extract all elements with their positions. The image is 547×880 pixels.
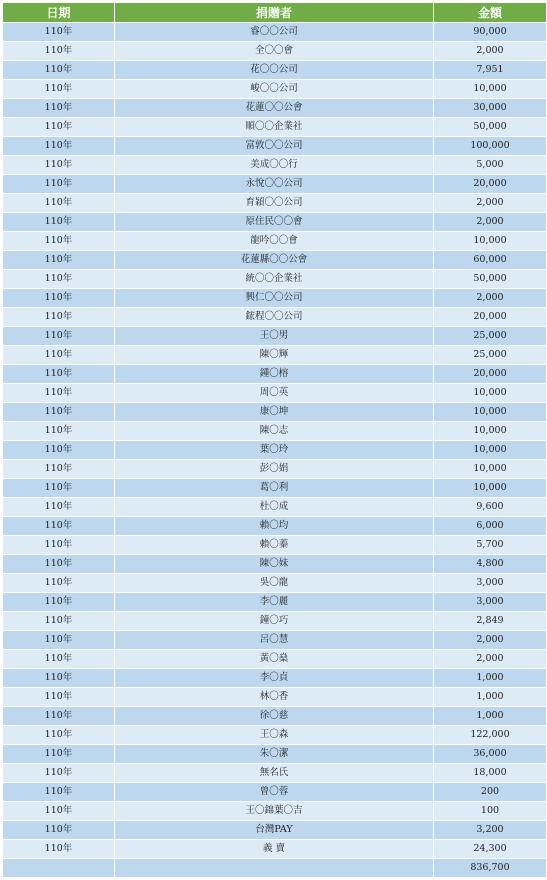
cell-date: 110年 xyxy=(3,99,115,118)
table-row xyxy=(3,80,547,99)
table-row xyxy=(3,99,547,118)
cell-amount: 2,000 xyxy=(434,631,547,650)
cell-amount: 24,300 xyxy=(434,840,547,859)
cell-donor: 葛〇利 xyxy=(115,479,434,498)
cell-donor: 全〇〇會 xyxy=(115,42,434,61)
cell-donor: 黃〇燊 xyxy=(115,650,434,669)
table-row xyxy=(3,479,547,498)
table-row xyxy=(3,441,547,460)
table-row xyxy=(3,23,547,42)
cell-date: 110年 xyxy=(3,156,115,175)
cell-donor: 周〇英 xyxy=(115,384,434,403)
cell-date: 110年 xyxy=(3,175,115,194)
table-row xyxy=(3,707,547,726)
table-row xyxy=(3,194,547,213)
cell-donor: 賴〇均 xyxy=(115,517,434,536)
cell-donor: 永悅〇〇公司 xyxy=(115,175,434,194)
cell-amount: 18,000 xyxy=(434,764,547,783)
cell-amount: 10,000 xyxy=(434,422,547,441)
cell-amount: 2,000 xyxy=(434,42,547,61)
cell-donor: 林〇香 xyxy=(115,688,434,707)
header-donor: 捐贈者 xyxy=(115,3,434,23)
cell-date: 110年 xyxy=(3,593,115,612)
table-row xyxy=(3,213,547,232)
table-row xyxy=(3,327,547,346)
header-date: 日期 xyxy=(3,3,115,23)
cell-date: 110年 xyxy=(3,650,115,669)
cell-date: 110年 xyxy=(3,707,115,726)
cell-amount: 7,951 xyxy=(434,61,547,80)
cell-amount: 36,000 xyxy=(434,745,547,764)
table-row xyxy=(3,308,547,327)
cell-amount: 25,000 xyxy=(434,346,547,365)
cell-date: 110年 xyxy=(3,232,115,251)
cell-date: 110年 xyxy=(3,270,115,289)
cell-donor: 興仁〇〇公司 xyxy=(115,289,434,308)
cell-date: 110年 xyxy=(3,441,115,460)
table-row xyxy=(3,42,547,61)
total-donor xyxy=(115,859,434,878)
cell-date: 110年 xyxy=(3,688,115,707)
table-row xyxy=(3,137,547,156)
cell-amount: 1,000 xyxy=(434,707,547,726)
table-row xyxy=(3,498,547,517)
cell-date: 110年 xyxy=(3,517,115,536)
table-row xyxy=(3,175,547,194)
cell-amount: 6,000 xyxy=(434,517,547,536)
cell-date: 110年 xyxy=(3,726,115,745)
header-row xyxy=(3,3,547,23)
cell-amount: 50,000 xyxy=(434,118,547,137)
cell-date: 110年 xyxy=(3,555,115,574)
cell-donor: 曾〇蓉 xyxy=(115,783,434,802)
cell-date: 110年 xyxy=(3,327,115,346)
table-row xyxy=(3,365,547,384)
total-date xyxy=(3,859,115,878)
cell-date: 110年 xyxy=(3,213,115,232)
cell-amount: 50,000 xyxy=(434,270,547,289)
table-row xyxy=(3,536,547,555)
cell-amount: 60,000 xyxy=(434,251,547,270)
cell-date: 110年 xyxy=(3,251,115,270)
cell-donor: 陳〇志 xyxy=(115,422,434,441)
total-amount: 836,700 xyxy=(434,859,547,878)
cell-amount: 10,000 xyxy=(434,441,547,460)
table-row xyxy=(3,802,547,821)
cell-donor: 育穎〇〇公司 xyxy=(115,194,434,213)
table-body xyxy=(3,23,547,878)
table-header xyxy=(3,3,547,23)
cell-donor: 峻〇〇公司 xyxy=(115,80,434,99)
cell-amount: 3,200 xyxy=(434,821,547,840)
cell-date: 110年 xyxy=(3,118,115,137)
cell-donor: 王〇森 xyxy=(115,726,434,745)
cell-donor: 花蓮〇〇公會 xyxy=(115,99,434,118)
cell-date: 110年 xyxy=(3,422,115,441)
cell-amount: 20,000 xyxy=(434,175,547,194)
table-row xyxy=(3,555,547,574)
cell-date: 110年 xyxy=(3,612,115,631)
cell-donor: 富敦〇〇公司 xyxy=(115,137,434,156)
cell-amount: 10,000 xyxy=(434,460,547,479)
cell-amount: 10,000 xyxy=(434,479,547,498)
cell-donor: 陳〇輝 xyxy=(115,346,434,365)
cell-date: 110年 xyxy=(3,631,115,650)
cell-amount: 10,000 xyxy=(434,232,547,251)
table-row xyxy=(3,289,547,308)
table-row xyxy=(3,764,547,783)
cell-donor: 葉〇玲 xyxy=(115,441,434,460)
cell-amount: 2,000 xyxy=(434,194,547,213)
table-row xyxy=(3,688,547,707)
cell-donor: 徐〇慈 xyxy=(115,707,434,726)
table-row xyxy=(3,631,547,650)
cell-amount: 10,000 xyxy=(434,384,547,403)
cell-date: 110年 xyxy=(3,574,115,593)
cell-date: 110年 xyxy=(3,479,115,498)
cell-donor: 順〇〇企業社 xyxy=(115,118,434,137)
table-row xyxy=(3,783,547,802)
table-row xyxy=(3,612,547,631)
donation-table xyxy=(2,2,547,878)
cell-date: 110年 xyxy=(3,384,115,403)
cell-date: 110年 xyxy=(3,840,115,859)
cell-date: 110年 xyxy=(3,783,115,802)
cell-donor: 美成〇〇行 xyxy=(115,156,434,175)
cell-amount: 3,000 xyxy=(434,574,547,593)
cell-donor: 義 賣 xyxy=(115,840,434,859)
table-row xyxy=(3,726,547,745)
table-row xyxy=(3,650,547,669)
cell-amount: 25,000 xyxy=(434,327,547,346)
cell-date: 110年 xyxy=(3,403,115,422)
cell-donor: 李〇貞 xyxy=(115,669,434,688)
cell-date: 110年 xyxy=(3,80,115,99)
cell-donor: 杜〇成 xyxy=(115,498,434,517)
cell-donor: 台灣PAY xyxy=(115,821,434,840)
table-row xyxy=(3,460,547,479)
cell-amount: 122,000 xyxy=(434,726,547,745)
cell-donor: 鍾〇榕 xyxy=(115,365,434,384)
table-row xyxy=(3,593,547,612)
table-row xyxy=(3,346,547,365)
cell-amount: 1,000 xyxy=(434,688,547,707)
table-row xyxy=(3,403,547,422)
table-row xyxy=(3,574,547,593)
cell-donor: 賴〇蓁 xyxy=(115,536,434,555)
table-row xyxy=(3,118,547,137)
cell-amount: 5,000 xyxy=(434,156,547,175)
cell-date: 110年 xyxy=(3,61,115,80)
table-row xyxy=(3,517,547,536)
cell-date: 110年 xyxy=(3,669,115,688)
cell-donor: 花蓮縣〇〇公會 xyxy=(115,251,434,270)
cell-date: 110年 xyxy=(3,821,115,840)
cell-donor: 睿〇〇公司 xyxy=(115,23,434,42)
cell-donor: 龍吟〇〇會 xyxy=(115,232,434,251)
table-row xyxy=(3,821,547,840)
cell-date: 110年 xyxy=(3,194,115,213)
cell-amount: 1,000 xyxy=(434,669,547,688)
table-row xyxy=(3,232,547,251)
cell-date: 110年 xyxy=(3,536,115,555)
cell-donor: 鐘〇巧 xyxy=(115,612,434,631)
cell-date: 110年 xyxy=(3,42,115,61)
cell-amount: 90,000 xyxy=(434,23,547,42)
cell-amount: 2,000 xyxy=(434,289,547,308)
cell-amount: 2,849 xyxy=(434,612,547,631)
cell-amount: 9,600 xyxy=(434,498,547,517)
cell-donor: 鋐程〇〇公司 xyxy=(115,308,434,327)
total-row xyxy=(3,859,547,878)
cell-donor: 統〇〇企業社 xyxy=(115,270,434,289)
cell-date: 110年 xyxy=(3,745,115,764)
cell-amount: 2,000 xyxy=(434,213,547,232)
cell-date: 110年 xyxy=(3,346,115,365)
cell-amount: 200 xyxy=(434,783,547,802)
cell-amount: 10,000 xyxy=(434,80,547,99)
header-amount: 金額 xyxy=(434,3,547,23)
cell-donor: 李〇麗 xyxy=(115,593,434,612)
cell-donor: 吳〇龍 xyxy=(115,574,434,593)
cell-date: 110年 xyxy=(3,498,115,517)
cell-amount: 10,000 xyxy=(434,403,547,422)
cell-date: 110年 xyxy=(3,764,115,783)
cell-amount: 3,000 xyxy=(434,593,547,612)
cell-date: 110年 xyxy=(3,289,115,308)
cell-date: 110年 xyxy=(3,365,115,384)
cell-donor: 呂〇慧 xyxy=(115,631,434,650)
cell-donor: 原住民〇〇會 xyxy=(115,213,434,232)
cell-donor: 無名氏 xyxy=(115,764,434,783)
cell-date: 110年 xyxy=(3,308,115,327)
table-row xyxy=(3,156,547,175)
cell-amount: 20,000 xyxy=(434,365,547,384)
table-row xyxy=(3,840,547,859)
table-row xyxy=(3,270,547,289)
cell-date: 110年 xyxy=(3,802,115,821)
cell-donor: 彭〇娟 xyxy=(115,460,434,479)
cell-amount: 5,700 xyxy=(434,536,547,555)
cell-amount: 30,000 xyxy=(434,99,547,118)
cell-donor: 花〇〇公司 xyxy=(115,61,434,80)
cell-date: 110年 xyxy=(3,137,115,156)
cell-donor: 朱〇潔 xyxy=(115,745,434,764)
table-row xyxy=(3,251,547,270)
cell-date: 110年 xyxy=(3,23,115,42)
cell-date: 110年 xyxy=(3,460,115,479)
table-row xyxy=(3,61,547,80)
table-row xyxy=(3,669,547,688)
cell-amount: 100 xyxy=(434,802,547,821)
table-row xyxy=(3,384,547,403)
cell-donor: 陳〇妹 xyxy=(115,555,434,574)
cell-amount: 4,800 xyxy=(434,555,547,574)
cell-amount: 2,000 xyxy=(434,650,547,669)
cell-donor: 康〇坤 xyxy=(115,403,434,422)
table-row xyxy=(3,422,547,441)
cell-donor: 王〇男 xyxy=(115,327,434,346)
cell-amount: 100,000 xyxy=(434,137,547,156)
cell-amount: 20,000 xyxy=(434,308,547,327)
cell-donor: 王〇錦葉〇吉 xyxy=(115,802,434,821)
table-row xyxy=(3,745,547,764)
